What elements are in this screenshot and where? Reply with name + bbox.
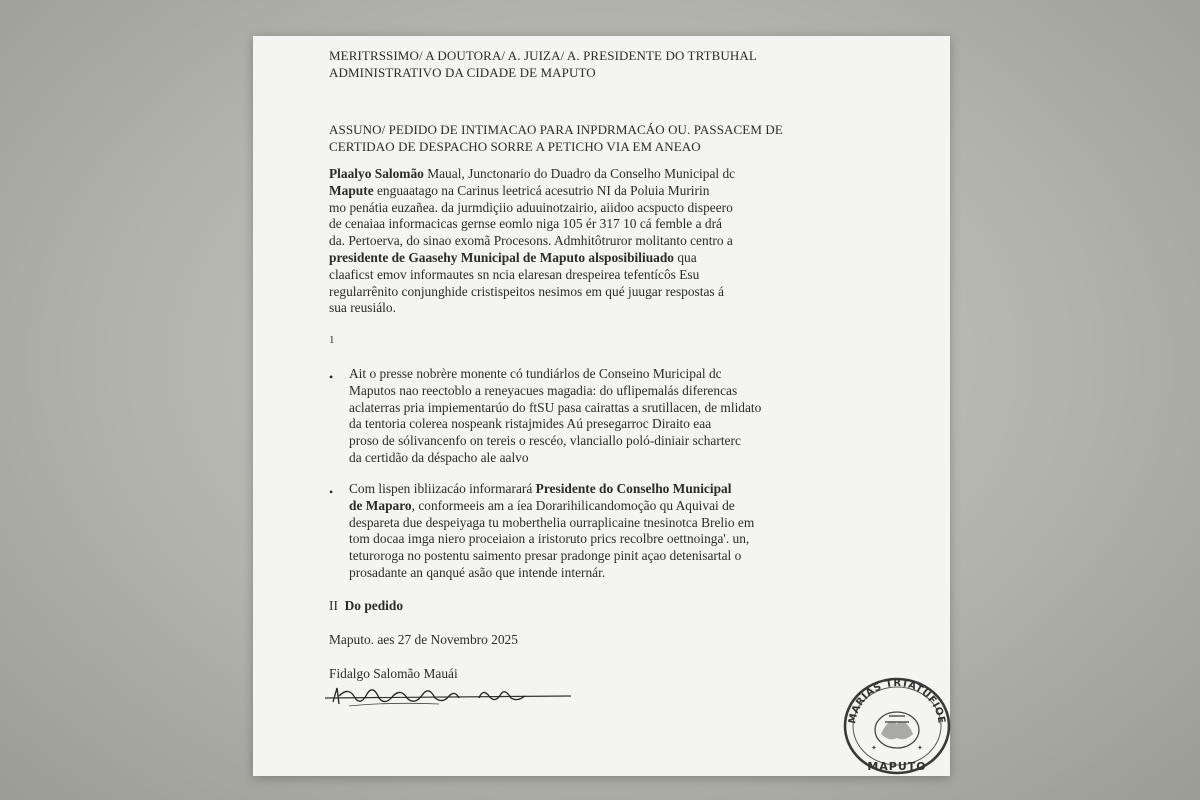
intro-line <box>329 166 829 183</box>
text: de cenaiaa informacicas gernse eomlo niga 105 ér 317 10 cá femble a drá <box>329 216 722 232</box>
addressee-header <box>329 48 829 82</box>
bullet-line: tom docaa imga niero proceiaion a iristoruto prics recolbre oettnoinga'. un, <box>349 531 750 547</box>
bold-text: Presidente do Conselho Municipal <box>535 481 732 496</box>
bullet-line: proso de sólivancenfo on tereis o rescéo, vlanciallo poló-diniair scharterc <box>349 433 741 449</box>
text: qua <box>674 249 697 265</box>
bold-text: Plaalyo Salomão <box>329 166 424 181</box>
intro-line <box>329 216 829 233</box>
intro-line <box>329 250 829 267</box>
section-title: Do pedido <box>344 598 404 613</box>
stamp-star-icon: ✦ <box>917 744 923 752</box>
bullet-line: prosadante an qanqué asão que intende internár. <box>349 564 606 580</box>
bold-text: presidente de Gaasehy Municipal de Maputo alsposibiliuado <box>329 249 674 265</box>
bold-text: de Maparo <box>349 497 412 513</box>
text: claaficst emov informautes sn ncia elaresan drespeirea tefentícôs Esu <box>329 266 700 282</box>
text: Com lispen ibliizacáo informarará <box>349 481 536 496</box>
text: enguaatago na Carinus leetricá acesutrio NI da Poluia Muririn <box>373 182 710 198</box>
bullet-line: aclaterras pria impiementarúo do ftSU pasa cairattas a srutillacen, de mlidato <box>349 399 762 415</box>
bullet-line: despareta due despeiyaga tu moberthelia ourraplicaine tnesinotca Brelio em <box>349 514 755 530</box>
bullet-line <box>349 498 754 515</box>
bullet-marker: • <box>329 370 334 384</box>
bullet-line: Ait o presse nobrère monente có tundiárlos de Conseino Muricipal dc <box>349 366 722 381</box>
official-seal-stamp <box>841 676 953 776</box>
document-page <box>253 36 950 776</box>
text: mo penátia euzañea. da jurmdiçiio aduuinotzairio, aiidoo acspucto dispeero <box>329 199 733 215</box>
text: regularrênito conjunghide cristispeitos nesimos em qué juugar respostas á <box>329 283 724 299</box>
subject-line: ASSUNO/ PEDIDO DE INTIMACAO PARA INPDRMACÁO OU. PASSACEM DE <box>329 122 783 137</box>
signer-name: Fidalgo Salomão Mauái <box>329 666 458 681</box>
intro-line <box>329 300 829 317</box>
bullet-marker: • <box>329 485 334 499</box>
intro-line <box>329 200 829 217</box>
intro-line <box>329 183 829 200</box>
handwritten-signature <box>319 676 579 716</box>
text: , conformeeis am a íea Dorarihilicandomoção qu Aquivai de <box>411 497 735 513</box>
header-line: MERITRSSIMO/ A DOUTORA/ A. JUIZA/ A. PRESIDENTE DO TRTBUHAL <box>329 48 757 63</box>
text: da. Pertoerva, do sinao exomã Procesons. Admhitôtruror molitanto centro a <box>329 233 733 249</box>
bullet-paragraph-two <box>349 481 754 582</box>
stamp-top-text: MARIAS TRTATUFIOE <box>847 677 947 725</box>
section-two-heading <box>329 598 829 615</box>
bullet-line <box>349 481 754 498</box>
section-one-numeral: 1 <box>329 334 335 346</box>
intro-line <box>329 284 829 301</box>
header-line: ADMINISTRATIVO DA CIDADE DE MAPUTO <box>329 64 596 80</box>
stamp-star-icon: ✦ <box>871 744 877 752</box>
subject-line: CERTIDAO DE DESPACHO SORRE A PETICHO VIA EM ANEAO <box>329 138 701 154</box>
text: sua reusiálo. <box>329 300 396 316</box>
bold-text: Mapute <box>329 182 374 198</box>
subject-heading <box>329 122 829 156</box>
svg-text:MARIAS TRTATUFIOE <box>847 678 947 725</box>
text: Maual, Junctonario do Duadro da Conselho Municipal dc <box>423 166 736 181</box>
intro-paragraph <box>329 166 829 317</box>
intro-line <box>329 233 829 250</box>
stamp-bottom-text: MAPUTO <box>867 760 927 773</box>
section-numeral: II <box>329 598 338 613</box>
bullet-paragraph-one <box>349 366 761 467</box>
bullet-line: da tentoria colerea nospeank ristajmides Aú presegarroc Diraito eaa <box>349 416 712 432</box>
bullet-line: da certidão da déspacho ale aalvo <box>349 449 529 465</box>
intro-line <box>329 267 829 284</box>
bullet-line: Maputos nao reectoblo a reneyacues magadia: do uflipemalás diferencas <box>349 382 738 398</box>
bullet-line: teturoroga no postentu saimento presar pradonge pinit açao detenisartal o <box>349 548 742 564</box>
place-date: Maputo. aes 27 de Novembro 2025 <box>329 632 518 647</box>
